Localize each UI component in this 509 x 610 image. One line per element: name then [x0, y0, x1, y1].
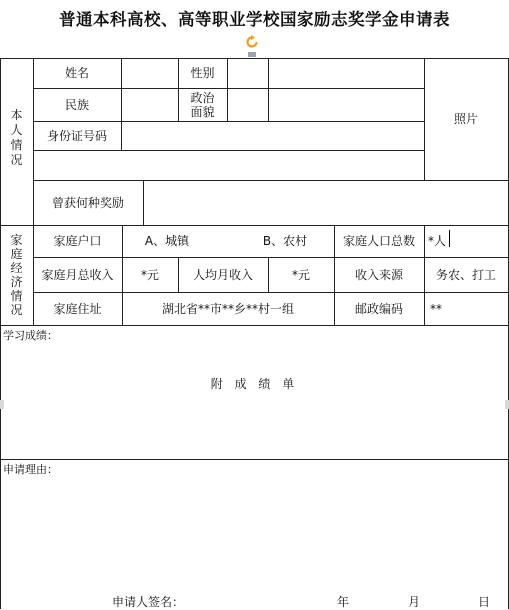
name-label: 姓名	[64, 66, 89, 80]
rotate-handle-icon[interactable]	[244, 34, 260, 50]
family-size-label: 家庭人口总数	[342, 234, 415, 248]
date-day-label: 日	[478, 595, 491, 609]
id-number-label: 身份证号码	[46, 128, 107, 143]
side-marker-left	[0, 400, 4, 409]
address-label: 家庭住址	[53, 301, 102, 316]
text-cursor	[449, 230, 450, 247]
postcode-label: 邮政编码	[354, 301, 403, 316]
section-family: 家 庭 经 济 情 况	[10, 233, 23, 317]
id-number-value[interactable]	[122, 121, 424, 150]
gender-label: 性别	[190, 66, 215, 80]
address-value[interactable]: 湖北省**市**乡**村一组	[161, 301, 294, 316]
section-personal: 本 人 情 况	[10, 108, 23, 167]
income-source-value[interactable]: 务农、打工	[435, 267, 496, 282]
awards-value[interactable]	[144, 180, 508, 225]
per-capita-label: 人均月收入	[192, 267, 253, 282]
name-value[interactable]	[122, 58, 178, 88]
grades-note: 附 成 绩 单	[210, 377, 299, 391]
political-value[interactable]	[228, 88, 268, 121]
monthly-income-value[interactable]: *元	[140, 267, 159, 282]
household-label: 家庭户口	[53, 234, 102, 248]
postcode-value[interactable]: **	[430, 301, 442, 316]
household-option-a[interactable]: A、城镇	[144, 234, 190, 248]
income-source-label: 收入来源	[354, 267, 403, 282]
ethnicity-label: 民族	[64, 97, 89, 112]
resize-handle[interactable]	[248, 52, 256, 57]
gender-value[interactable]	[228, 58, 268, 88]
political-label: 政治 面貌	[190, 90, 215, 119]
reason-label: 申请理由：	[3, 463, 58, 476]
ethnicity-value[interactable]	[122, 88, 178, 121]
household-option-b[interactable]: B、农村	[262, 234, 308, 248]
date-month-label: 月	[408, 595, 421, 609]
family-size-value[interactable]: *人	[428, 234, 447, 248]
signature-label: 申请人签名：	[112, 595, 185, 609]
form-title: 普通本科高校、高等职业学校国家励志奖学金申请表	[59, 10, 450, 29]
side-marker-right	[505, 400, 509, 409]
grades-label: 学习成绩：	[3, 329, 58, 342]
awards-label: 曾获何种奖励	[51, 195, 124, 210]
per-capita-value[interactable]: *元	[291, 267, 310, 282]
photo-box: 照片	[453, 112, 478, 126]
date-year-label: 年	[337, 595, 350, 609]
monthly-income-label: 家庭月总收入	[41, 267, 114, 282]
